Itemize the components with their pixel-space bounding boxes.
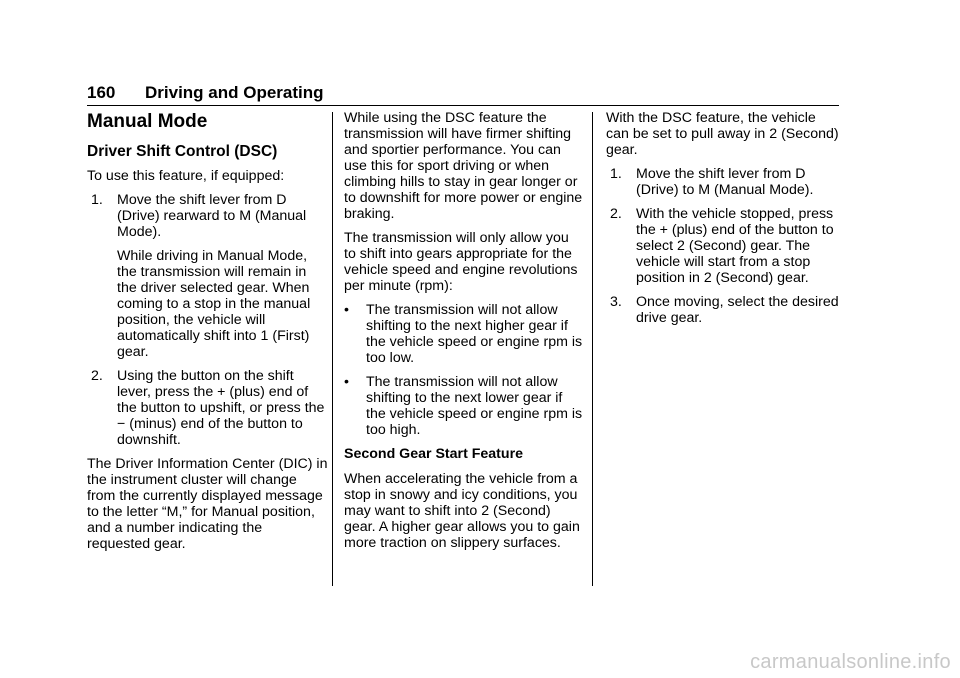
column-1 — [87, 111, 329, 560]
column-divider-1 — [332, 112, 333, 586]
body-paragraph: The transmission will only allow you to shift into gears appropriate for the vehicle speed and engine revolutions per minute (rpm): — [344, 230, 578, 294]
item-number: 2. — [610, 206, 622, 222]
item-text: With the vehicle stopped, press the + (plus) end of the button to select 2 (Second) gear. The vehicle will start from a stop position in 2 (Second) gear. — [636, 206, 834, 286]
body-paragraph: When accelerating the vehicle from a stop in snowy and icy conditions, you may want to shift into 2 (Second) gear. A higher gear allows you to gain more traction on slippery surfaces. — [344, 471, 580, 551]
list-item — [606, 166, 842, 198]
list-item — [606, 206, 842, 286]
item-subtext: While driving in Manual Mode, the transmission will remain in the driver selected gear. When coming to a stop in the manual position, the vehicle will automatically shift into 1 (First) gear. — [117, 248, 311, 360]
page-number: 160 — [87, 83, 116, 102]
item-number: 3. — [610, 294, 622, 310]
bullet-text: The transmission will not allow shifting to the next higher gear if the vehicle speed or engine rpm is too low. — [366, 302, 583, 366]
bullet-icon: • — [344, 374, 349, 390]
column-3 — [606, 110, 842, 334]
watermark: carmanualsonline.info — [750, 651, 951, 673]
feature-heading: Second Gear Start Feature — [344, 446, 523, 462]
column-2 — [344, 110, 584, 559]
item-number: 1. — [91, 192, 103, 208]
subsection-title: Driver Shift Control (DSC) — [87, 143, 278, 160]
page-header — [87, 83, 839, 106]
item-text: Using the button on the shift lever, press the + (plus) end of the button to upshift, or press the − (minus) end of the button to downshift. — [117, 368, 325, 448]
column-divider-2 — [592, 112, 593, 586]
body-paragraph: While using the DSC feature the transmission will have firmer shifting and sportier performance. You can use this for sport driving or when climbing hills to stay in gear longer or to downshift for more power or engine braking. — [344, 110, 583, 222]
list-item — [87, 192, 329, 360]
list-item — [87, 368, 329, 448]
intro-text: With the DSC feature, the vehicle can be set to pull away in 2 (Second) gear. — [606, 110, 839, 158]
page-title: Manual Mode — [87, 111, 208, 132]
item-text: Move the shift lever from D (Drive) to M (Manual Mode). — [636, 166, 814, 198]
body-paragraph: The Driver Information Center (DIC) in the instrument cluster will change from the currently displayed message to the letter “M,” for Manual position, and a number indicating the requested gear. — [87, 456, 328, 552]
bullet-item — [344, 374, 584, 438]
intro-text: To use this feature, if equipped: — [87, 168, 285, 184]
item-text: Once moving, select the desired drive gear. — [636, 294, 839, 326]
bullet-icon: • — [344, 302, 349, 318]
item-text: Move the shift lever from D (Drive) rearward to M (Manual Mode). — [117, 192, 307, 240]
bullet-text: The transmission will not allow shifting to the next lower gear if the vehicle speed or engine rpm is too high. — [366, 374, 583, 438]
item-number: 2. — [91, 368, 103, 384]
item-number: 1. — [610, 166, 622, 182]
list-item — [606, 294, 842, 326]
section-title: Driving and Operating — [145, 83, 324, 102]
bullet-item — [344, 302, 584, 366]
